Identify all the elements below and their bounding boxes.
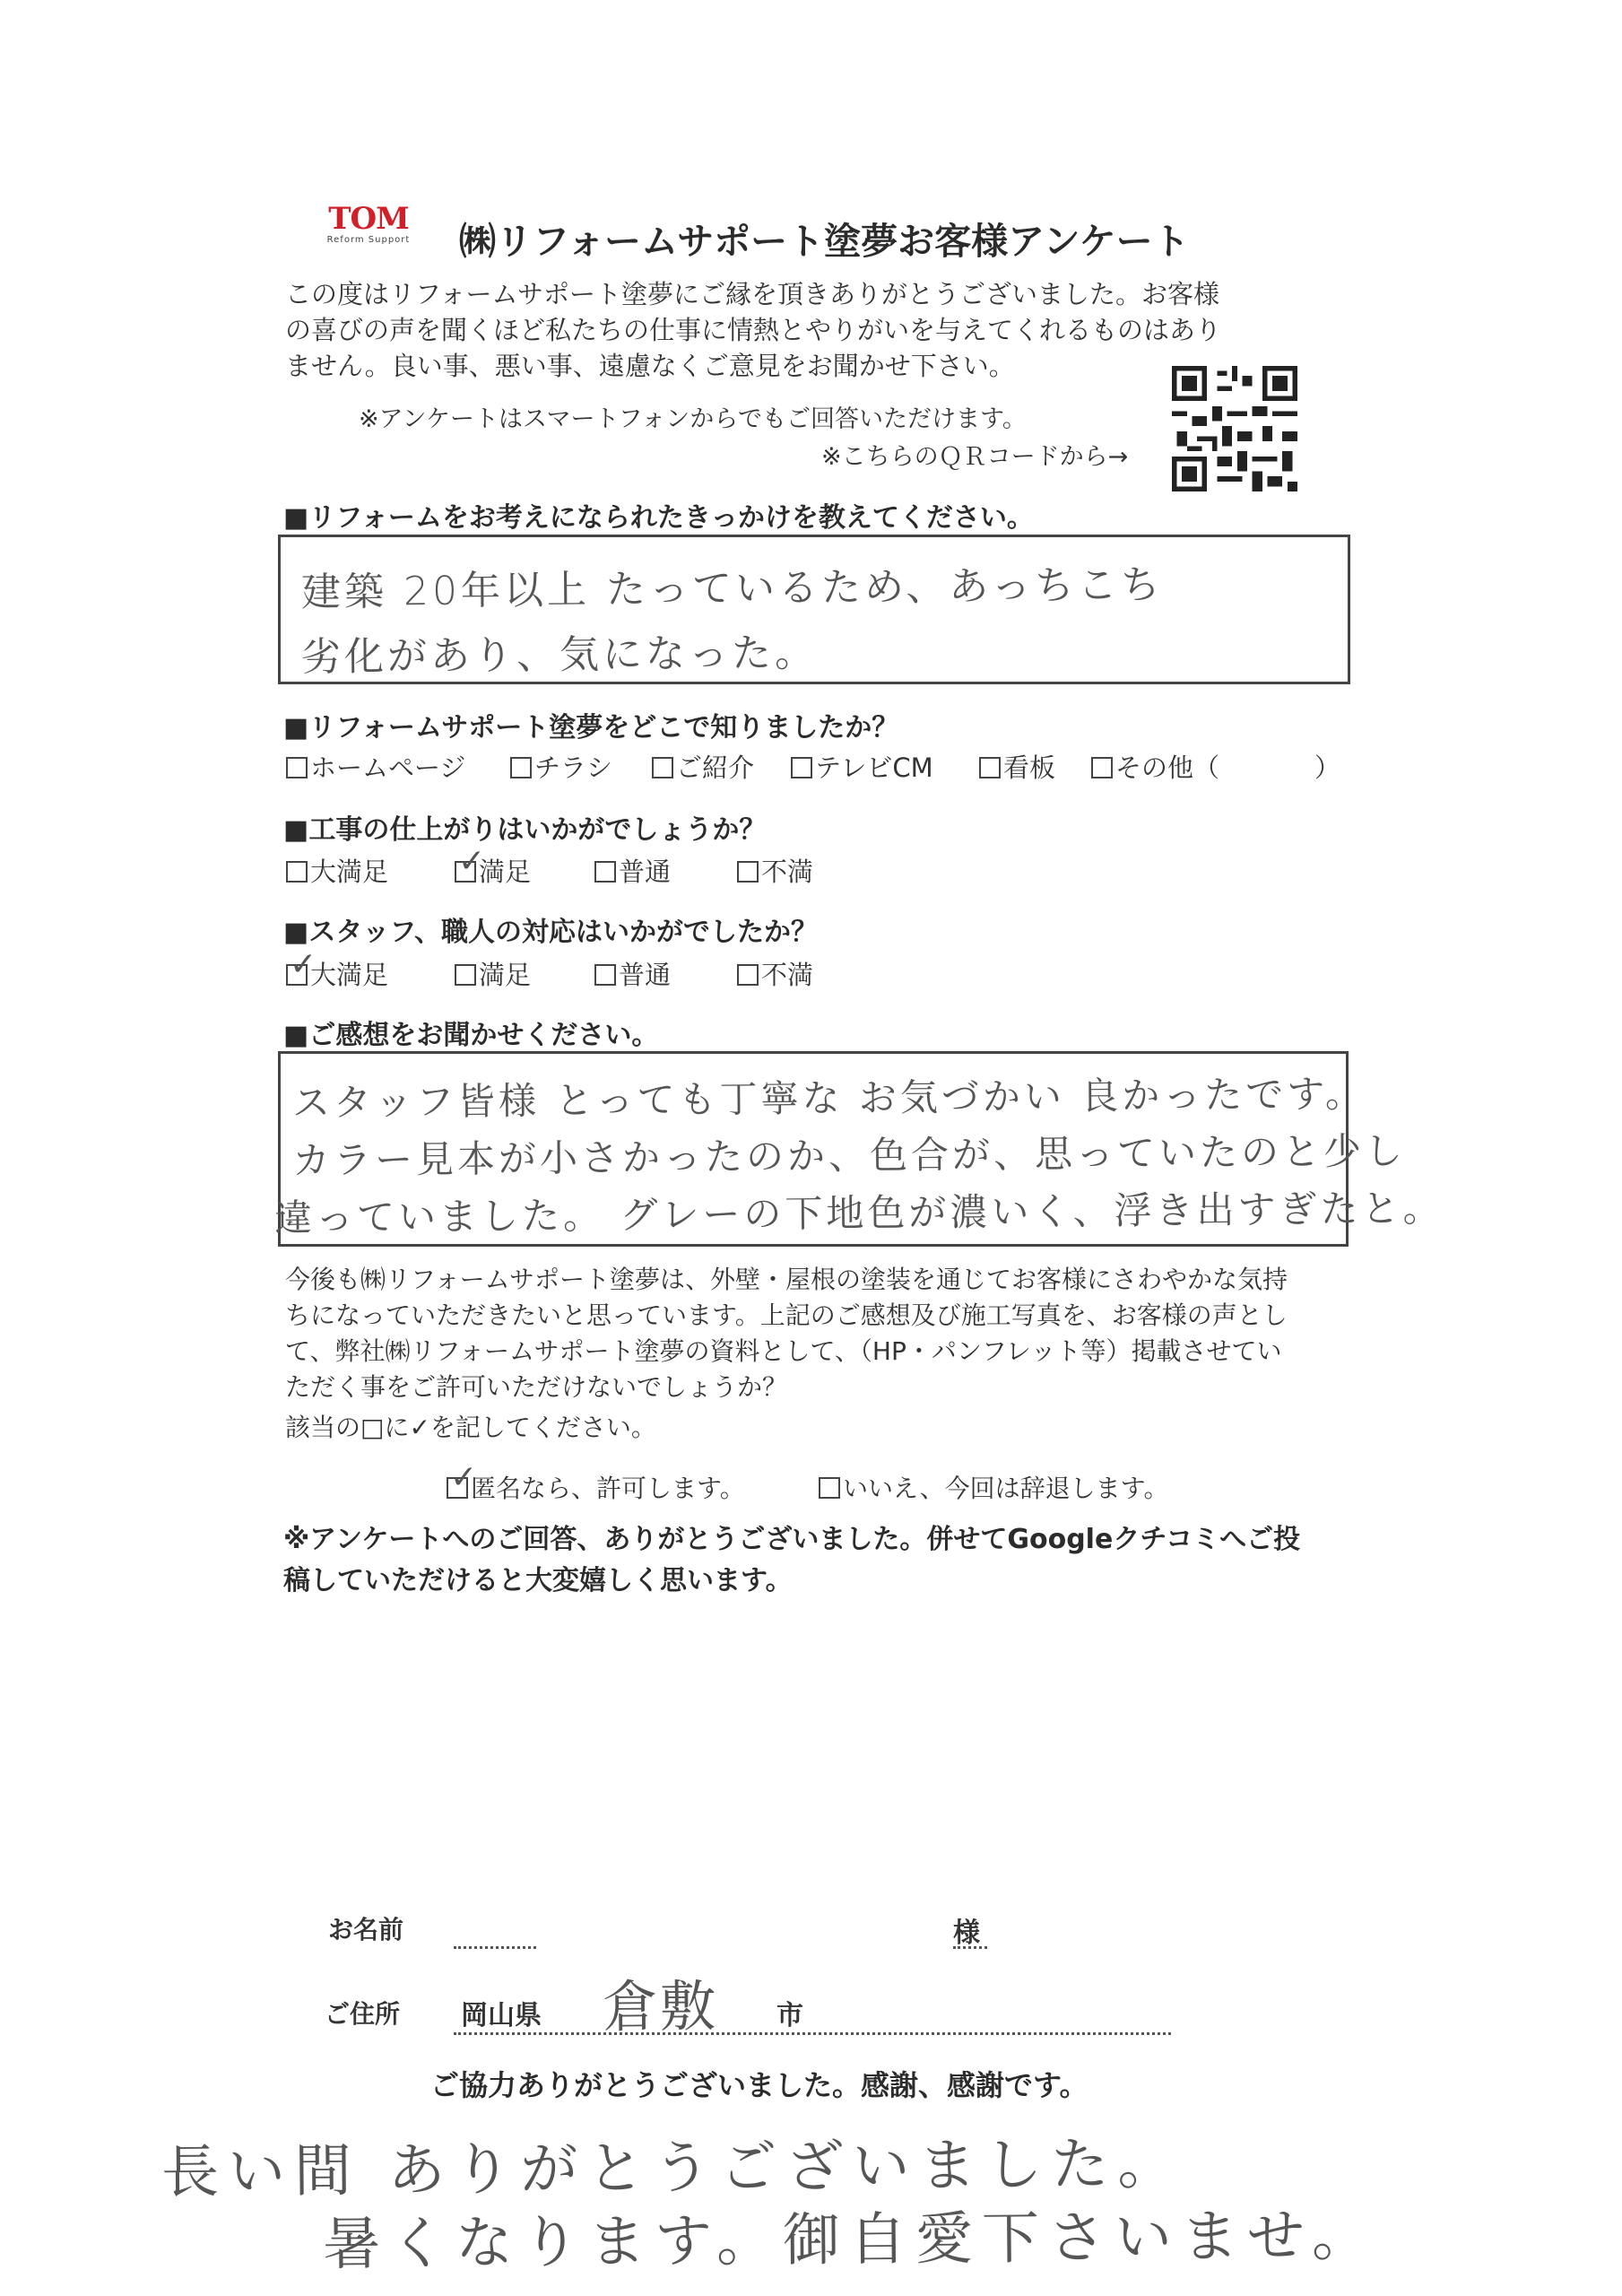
name-label: お名前 [328, 1915, 404, 1944]
permission-line: ただく事をご許可いただけないでしょうか？ [285, 1372, 788, 1402]
q2-other-close-paren: ） [1314, 752, 1341, 783]
q2-option-referral[interactable] [652, 748, 754, 785]
q3-option-dissatisfied[interactable] [737, 852, 813, 889]
q4-option-normal[interactable] [594, 955, 671, 992]
closing-line: ※アンケートへのご回答、ありがとうございました。併せてGoogleクチコミへご投 [283, 1524, 1301, 1555]
option-label: 大満足 [310, 857, 389, 887]
option-label: 普通 [619, 857, 672, 887]
q3-heading: ■工事の仕上がりはいかがでしょうか？ [283, 814, 767, 846]
logo-subtitle: Reform Support [326, 235, 411, 245]
logo-mark: TOM [328, 201, 409, 237]
honorific: 様 [953, 1918, 980, 1949]
check-mark-icon: ✓ [290, 946, 317, 983]
permission-option-decline[interactable] [819, 1469, 1168, 1505]
permission-text [285, 1262, 1288, 1405]
q5-answer-line: 違っていました。 グレーの下地色が濃いく、浮き出すぎたと。 [273, 1186, 1444, 1240]
option-label: チラシ [534, 752, 613, 783]
option-label: いいえ、今回は辞退します。 [843, 1474, 1169, 1503]
q1-answer-line: 建築 20年以上 たっているため、あっちこち [300, 561, 1165, 616]
permission-instruction: 該当の□に✓を記してください。 [285, 1413, 656, 1442]
q2-heading: ■リフォームサポート塗夢をどこで知りましたか？ [283, 712, 899, 744]
city-value[interactable]: 倉敷 [602, 1973, 718, 2040]
checkbox[interactable] [737, 964, 759, 986]
q3-option-very-satisfied[interactable] [286, 852, 388, 889]
q2-option-tvcm[interactable] [791, 748, 933, 785]
option-label: 満足 [479, 960, 532, 990]
intro-line: の喜びの声を聞くほど私たちの仕事に情熱とやりがいを与えてくれるものはあり [285, 315, 1222, 345]
q2-option-homepage[interactable] [286, 748, 465, 785]
closing-line: 稿していただけると大変嬉しく思います。 [283, 1565, 793, 1596]
address-label: ご住所 [325, 1999, 401, 2029]
name-field[interactable] [454, 1946, 536, 1949]
address-field[interactable] [454, 2032, 1171, 2035]
q4-option-satisfied[interactable] [455, 955, 531, 992]
option-label: 大満足 [310, 960, 389, 990]
company-logo [315, 203, 422, 257]
checkbox-checked[interactable] [455, 843, 486, 883]
handwritten-message-line: 暑くなります。御自愛下さいませ。 [322, 2202, 1379, 2279]
page-title: ㈱リフォームサポート塗夢お客様アンケート [459, 220, 1190, 263]
q3-option-satisfied[interactable] [455, 843, 532, 889]
qr-note: ※こちらのＱＲコードから→ [821, 443, 1129, 471]
q4-heading: ■スタッフ、職人の対応はいかがでしたか？ [283, 917, 818, 948]
checkbox[interactable] [979, 757, 1001, 778]
check-mark-icon: ✓ [450, 1459, 478, 1496]
checkbox[interactable] [286, 757, 308, 778]
q1-heading: ■リフォームをお考えになられたきっかけを教えてください。 [283, 502, 1034, 534]
permission-line: て、弊社㈱リフォームサポート塗夢の資料として、（HP・パンフレット等）掲載させてい [285, 1336, 1282, 1366]
option-label: 匿名なら、許可します。 [471, 1474, 745, 1503]
option-label: テレビCM [815, 752, 933, 783]
q1-answer-line: 劣化があり、気になった。 [300, 630, 819, 681]
permission-line: 今後も㈱リフォームサポート塗夢は、外壁・屋根の塗装を通じてお客様にさわやかな気持 [285, 1265, 1288, 1294]
checkbox[interactable] [510, 757, 532, 778]
option-label: ホームページ [310, 752, 466, 783]
q4-option-dissatisfied[interactable] [737, 955, 813, 992]
checkbox[interactable] [1091, 757, 1113, 778]
option-label: その他（ [1115, 752, 1220, 783]
q5-answer-line: カラー見本が小さかったのか、色合が、思っていたのと少し [291, 1128, 1407, 1183]
checkbox[interactable] [594, 964, 616, 986]
q4-option-very-satisfied[interactable] [286, 946, 389, 992]
checkbox[interactable] [286, 861, 308, 883]
intro-text [285, 276, 1221, 384]
intro-line: ません。良い事、悪い事、遠慮なくご意見をお聞かせ下さい。 [285, 351, 1015, 381]
q5-heading: ■ご感想をお聞かせください。 [283, 1020, 659, 1051]
option-label: 看板 [1003, 752, 1056, 783]
intro-line: この度はリフォームサポート塗夢にご縁を頂きありがとうございました。お客様 [285, 279, 1219, 309]
q3-option-normal[interactable] [594, 852, 671, 889]
qr-code-icon[interactable] [1172, 366, 1297, 491]
option-label: 不満 [761, 857, 814, 887]
checkbox[interactable] [819, 1477, 840, 1499]
checkbox[interactable] [455, 964, 476, 986]
q2-option-signboard[interactable] [979, 748, 1055, 785]
permission-option-anonymous[interactable] [447, 1459, 745, 1505]
option-label: 普通 [619, 960, 672, 990]
permission-line: ちになっていただきたいと思っています。上記のご感想及び施工写真を、お客様の声とし [285, 1300, 1288, 1330]
q2-option-other[interactable] [1091, 748, 1219, 785]
option-label: ご紹介 [676, 752, 755, 783]
checkbox[interactable] [652, 757, 673, 778]
checkbox[interactable] [791, 757, 812, 778]
city-suffix: 市 [776, 2000, 803, 2031]
q5-answer-line: スタッフ皆様 とっても丁寧な お気づかい 良かったです。 [291, 1071, 1367, 1126]
option-label: 満足 [479, 857, 532, 887]
handwritten-message-line: 長い間 ありがとうございました。 [160, 2131, 1184, 2206]
checkbox[interactable] [594, 861, 616, 883]
checkbox-checked[interactable] [286, 946, 317, 986]
option-label: 不満 [761, 960, 814, 990]
prefecture: 岡山県 [461, 2000, 542, 2031]
smartphone-note: ※アンケートはスマートフォンからでもご回答いただけます。 [359, 405, 1027, 433]
closing-note [283, 1519, 1300, 1602]
check-mark-icon: ✓ [458, 843, 486, 880]
thanks-message: ご協力ありがとうございました。感謝、感謝です。 [430, 2068, 1089, 2102]
q2-option-flyer[interactable] [510, 748, 612, 785]
honorific-underline [953, 1946, 987, 1949]
checkbox[interactable] [737, 861, 759, 883]
checkbox-checked[interactable] [447, 1459, 478, 1499]
